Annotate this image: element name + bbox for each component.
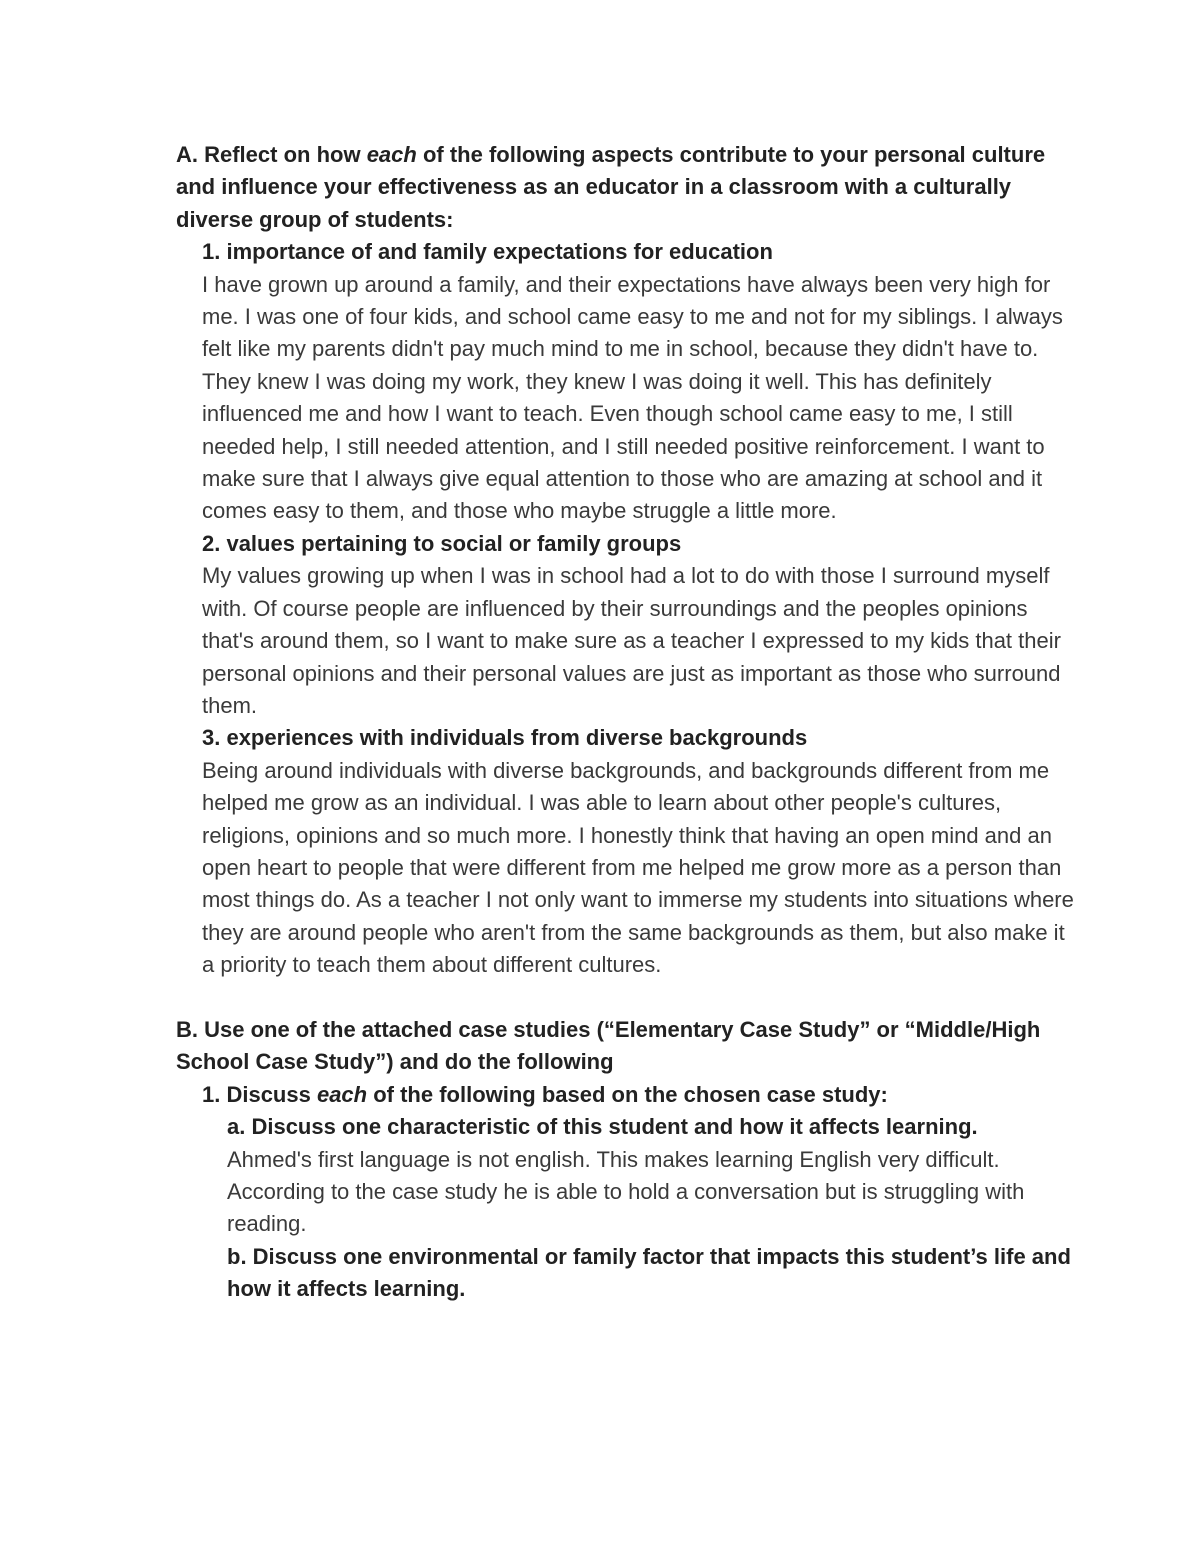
section-a-item-1 — [176, 236, 1076, 528]
document-page — [176, 139, 1076, 1306]
section-b-sub-a-answer: Ahmed's first language is not english. This makes learning English very difficult. According to the case study he is able to hold a conversation but is struggling with reading. — [227, 1146, 1025, 1237]
section-a-item-3-answer: Being around individuals with diverse backgrounds, and backgrounds different from me helped me grow as an individual. I was able to learn about other people's cultures, religions, opinions and so much more. I honestly think that having an open mind and an open heart to people that were different from me helped me grow more as a person than most things do. As a teacher I not only want to immerse my students into situations where they are around people who aren't from the same backgrounds as them, but also make it a priority to teach them about different cultures. — [202, 757, 1074, 978]
section-b-item-1 — [176, 1079, 1076, 1111]
section-b-prompt: B. Use one of the attached case studies (“Elementary Case Study” or “Middle/High School Case Study”) and do the following — [176, 1016, 1041, 1075]
section-a-item-3-heading: 3. experiences with individuals from diverse backgrounds — [202, 725, 808, 751]
section-b-sub-a-heading: a. Discuss one characteristic of this student and how it affects learning. — [227, 1114, 978, 1140]
section-b-item-1-heading — [202, 1079, 1076, 1111]
section-a-prompt-text-2: of the following aspects contribute to your personal culture and influence your effectiveness as an educator in a classroom with a culturally diverse group of students: — [176, 142, 1046, 232]
section-b-sub-b-heading: b. Discuss one environmental or family factor that impacts this student’s life and how it affects learning. — [227, 1243, 1071, 1302]
section-a-prompt-emphasis: each — [366, 142, 417, 167]
section-gap — [176, 982, 1076, 1014]
section-b-sub-b — [176, 1241, 1076, 1306]
section-a-item-3 — [176, 722, 1076, 981]
section-b-item-1-text-2: of the following based on the chosen case study: — [367, 1081, 888, 1107]
section-a-item-1-answer: I have grown up around a family, and their expectations have always been very high for me. I was one of four kids, and school came easy to me and not for my siblings. I always felt like my parents didn't pay much mind to me in school, because they didn't have to. They knew I was doing my work, they knew I was doing it well. This has definitely influenced me and how I want to teach. Even though school came easy to me, I still needed help, I still needed attention, and I still needed positive reinforcement. I want to make sure that I always give equal attention to those who are amazing at school and it comes easy to them, and those who maybe struggle a little more. — [202, 271, 1063, 524]
section-a-item-2-heading: 2. values pertaining to social or family groups — [202, 530, 682, 556]
section-a-prompt — [176, 139, 1076, 236]
section-b-item-1-text-1: 1. Discuss — [202, 1081, 317, 1107]
section-a-item-1-heading: 1. importance of and family expectations for education — [202, 239, 773, 265]
section-b-item-1-emphasis: each — [316, 1081, 368, 1107]
section-b-sub-a — [176, 1111, 1076, 1241]
section-a-item-2 — [176, 528, 1076, 722]
section-a-item-2-answer: My values growing up when I was in school had a lot to do with those I surround myself with. Of course people are influenced by their surroundings and the peoples opinions that's around them, so I want to make sure as a teacher I expressed to my kids that their personal opinions and their personal values are just as important as those who surround them. — [202, 563, 1061, 718]
section-a-prompt-text-1: A. Reflect on how — [176, 142, 367, 167]
